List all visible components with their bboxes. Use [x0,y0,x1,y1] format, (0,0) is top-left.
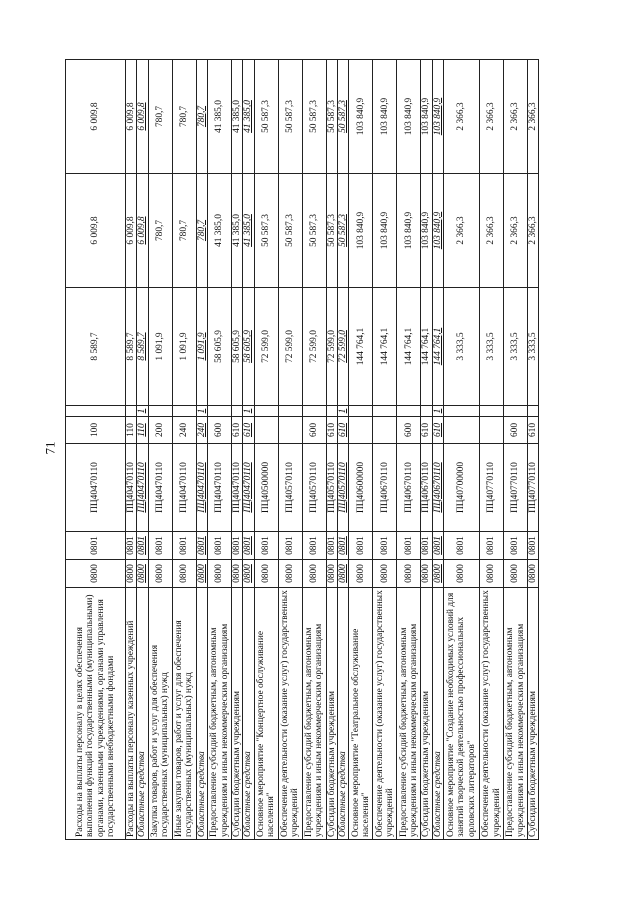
target-article-code: ПЦ40670110 [373,444,397,532]
amount-3: 780,7 [148,60,172,174]
target-article-code: ПЦ40470110 [243,444,254,532]
row-name: Областные средства [196,588,207,840]
amount-2: 50 587,3 [326,174,337,288]
amount-2: 2 366,3 [480,174,504,288]
amount-3: 41 385,0 [232,60,243,174]
amount-2: 6 009,8 [66,174,126,288]
target-article-code: ПЦ40500000 [254,444,278,532]
funding-source-code [208,406,232,417]
subsection-code: 0801 [232,532,243,560]
amount-1: 58 605,9 [232,288,243,406]
amount-2: 103 840,9 [373,174,397,288]
funding-source-code [326,406,337,417]
expense-type-code [349,417,373,444]
subsection-code: 0801 [480,532,504,560]
subsection-code: 0801 [421,532,432,560]
row-name: Областные средства [243,588,254,840]
table-row [338,60,349,840]
amount-1: 3 333,5 [504,288,528,406]
amount-2: 780,7 [196,174,207,288]
subsection-code: 0801 [302,532,326,560]
amount-2: 103 840,9 [421,174,432,288]
table-row [326,60,337,840]
table-row [254,60,278,840]
subsection-code: 0801 [196,532,207,560]
funding-source-code [126,406,137,417]
section-code: 0800 [444,560,480,588]
expense-type-code: 600 [208,417,232,444]
amount-2: 103 840,9 [397,174,421,288]
amount-3: 103 840,9 [421,60,432,174]
amount-3: 6 009,8 [66,60,126,174]
amount-2: 41 385,0 [208,174,232,288]
amount-3: 2 366,3 [480,60,504,174]
amount-2: 103 840,9 [349,174,373,288]
subsection-code: 0801 [126,532,137,560]
expense-type-code: 610 [338,417,349,444]
amount-2: 6 009,8 [137,174,148,288]
funding-source-code [528,406,539,417]
amount-1: 1 091,9 [196,288,207,406]
table-row [444,60,480,840]
amount-3: 41 385,0 [243,60,254,174]
target-article-code: ПЦ40670110 [432,444,443,532]
funding-source-code [397,406,421,417]
subsection-code: 0801 [397,532,421,560]
funding-source-code [480,406,504,417]
funding-source-code [349,406,373,417]
amount-2: 103 840,9 [432,174,443,288]
section-code: 0800 [349,560,373,588]
row-name: Предоставление субсидий бюджетным, автономным учреждениям и иным некоммерческим организациям [397,588,421,840]
amount-3: 50 587,3 [278,60,302,174]
amount-1: 72 599,0 [254,288,278,406]
row-name: Субсидии бюджетным учреждениям [326,588,337,840]
table-row [302,60,326,840]
expense-type-code: 600 [397,417,421,444]
table-row [373,60,397,840]
target-article-code: ПЦ40670110 [421,444,432,532]
funding-source-code [148,406,172,417]
section-code: 0800 [397,560,421,588]
expense-type-code [480,417,504,444]
table-row [126,60,137,840]
amount-1: 144 764,1 [373,288,397,406]
expense-type-code [444,417,480,444]
target-article-code: ПЦ40570110 [302,444,326,532]
table-row [397,60,421,840]
table-row [196,60,207,840]
subsection-code: 0801 [66,532,126,560]
funding-source-code [421,406,432,417]
amount-2: 2 366,3 [444,174,480,288]
target-article-code: ПЦ40600000 [349,444,373,532]
subsection-code: 0801 [504,532,528,560]
table-row [480,60,504,840]
expense-type-code: 110 [126,417,137,444]
table-row [243,60,254,840]
target-article-code: ПЦ40770110 [480,444,504,532]
page-number: 71 [42,441,58,455]
subsection-code: 0801 [432,532,443,560]
amount-1: 3 333,5 [480,288,504,406]
target-article-code: ПЦ40770110 [504,444,528,532]
expense-type-code: 610 [421,417,432,444]
expense-type-code: 600 [504,417,528,444]
funding-source-code [254,406,278,417]
rotated-page [65,60,585,840]
table-row [148,60,172,840]
target-article-code: ПЦ40670110 [397,444,421,532]
row-name: Закупка товаров, работ и услуг для обеспечения государственных (муниципальных) нужд [148,588,172,840]
section-code: 0800 [278,560,302,588]
section-code: 0800 [432,560,443,588]
row-name: Основное мероприятие "Театральное обслуживание населения" [349,588,373,840]
amount-2: 50 587,3 [302,174,326,288]
amount-1: 72 599,0 [326,288,337,406]
amount-1: 72 599,0 [302,288,326,406]
table-row [278,60,302,840]
row-name: Предоставление субсидий бюджетным, автономным учреждениям и иным некоммерческим организациям [302,588,326,840]
subsection-code: 0801 [349,532,373,560]
subsection-code: 0801 [528,532,539,560]
row-name: Субсидии бюджетным учреждениям [421,588,432,840]
row-name: Предоставление субсидий бюджетным, автономным учреждениям и иным некоммерческим организациям [504,588,528,840]
section-code: 0800 [243,560,254,588]
budget-table-body [66,60,539,840]
funding-source-code: 1 [196,406,207,417]
amount-3: 2 366,3 [504,60,528,174]
amount-1: 58 605,9 [243,288,254,406]
row-name: Областные средства [432,588,443,840]
section-code: 0800 [148,560,172,588]
section-code: 0800 [66,560,126,588]
amount-1: 144 764,1 [397,288,421,406]
expense-type-code: 610 [243,417,254,444]
subsection-code: 0801 [243,532,254,560]
amount-2: 41 385,0 [232,174,243,288]
target-article-code: ПЦ40700000 [444,444,480,532]
subsection-code: 0801 [373,532,397,560]
section-code: 0800 [302,560,326,588]
section-code: 0800 [254,560,278,588]
subsection-code: 0801 [137,532,148,560]
target-article-code: ПЦ40470110 [126,444,137,532]
amount-3: 780,7 [196,60,207,174]
row-name: Областные средства [338,588,349,840]
funding-source-code [373,406,397,417]
expense-type-code: 610 [232,417,243,444]
amount-2: 50 587,3 [254,174,278,288]
row-name: Обеспечение деятельности (оказание услуг) государственных учреждений [480,588,504,840]
section-code: 0800 [196,560,207,588]
row-name: Обеспечение деятельности (оказание услуг) государственных учреждений [278,588,302,840]
amount-3: 50 587,3 [302,60,326,174]
section-code: 0800 [421,560,432,588]
amount-3: 103 840,9 [349,60,373,174]
amount-1: 3 333,5 [444,288,480,406]
subsection-code: 0801 [338,532,349,560]
subsection-code: 0801 [326,532,337,560]
expense-type-code [373,417,397,444]
amount-3: 2 366,3 [528,60,539,174]
expense-type-code [278,417,302,444]
budget-table [65,59,539,840]
table-row [349,60,373,840]
amount-3: 2 366,3 [444,60,480,174]
target-article-code: ПЦ40570110 [326,444,337,532]
table-row [432,60,443,840]
subsection-code: 0801 [208,532,232,560]
section-code: 0800 [326,560,337,588]
table-row [208,60,232,840]
expense-type-code: 200 [148,417,172,444]
amount-2: 2 366,3 [504,174,528,288]
section-code: 0800 [338,560,349,588]
funding-source-code: 1 [243,406,254,417]
target-article-code: ПЦ40470110 [66,444,126,532]
amount-1: 144 764,1 [421,288,432,406]
table-row [504,60,528,840]
row-name: Обеспечение деятельности (оказание услуг) государственных учреждений [373,588,397,840]
amount-1: 8 589,7 [66,288,126,406]
subsection-code: 0801 [172,532,196,560]
target-article-code: ПЦ40770110 [528,444,539,532]
funding-source-code: 1 [137,406,148,417]
section-code: 0800 [232,560,243,588]
expense-type-code: 610 [432,417,443,444]
amount-2: 780,7 [148,174,172,288]
subsection-code: 0801 [254,532,278,560]
section-code: 0800 [126,560,137,588]
row-name: Расходы на выплаты персоналу казенных учреждений [126,588,137,840]
section-code: 0800 [208,560,232,588]
amount-1: 1 091,9 [148,288,172,406]
table-row [528,60,539,840]
row-name: Субсидии бюджетным учреждениям [528,588,539,840]
row-name: Предоставление субсидий бюджетным, автономным учреждениям и иным некоммерческим организациям [208,588,232,840]
expense-type-code: 240 [172,417,196,444]
target-article-code: ПЦ40470110 [172,444,196,532]
section-code: 0800 [528,560,539,588]
funding-source-code [66,406,126,417]
funding-source-code [444,406,480,417]
amount-2: 6 009,8 [126,174,137,288]
row-name: Областные средства [137,588,148,840]
amount-3: 50 587,3 [254,60,278,174]
section-code: 0800 [137,560,148,588]
amount-3: 41 385,0 [208,60,232,174]
amount-2: 41 385,0 [243,174,254,288]
amount-1: 58 605,9 [208,288,232,406]
funding-source-code: 1 [432,406,443,417]
section-code: 0800 [504,560,528,588]
target-article-code: ПЦ40570110 [278,444,302,532]
target-article-code: ПЦ40470110 [148,444,172,532]
expense-type-code: 610 [326,417,337,444]
target-article-code: ПЦ40570110 [338,444,349,532]
target-article-code: ПЦ40470110 [232,444,243,532]
amount-1: 144 764,1 [349,288,373,406]
expense-type-code: 100 [66,417,126,444]
target-article-code: ПЦ40470110 [208,444,232,532]
funding-source-code: 1 [338,406,349,417]
subsection-code: 0801 [148,532,172,560]
target-article-code: ПЦ40470110 [137,444,148,532]
amount-3: 50 587,3 [326,60,337,174]
amount-3: 6 009,8 [126,60,137,174]
amount-2: 2 366,3 [528,174,539,288]
amount-3: 103 840,9 [397,60,421,174]
expense-type-code: 240 [196,417,207,444]
amount-1: 8 589,7 [126,288,137,406]
row-name: Иные закупки товаров, работ и услуг для обеспечения государственных (муниципальных) нужд [172,588,196,840]
amount-2: 50 587,3 [278,174,302,288]
subsection-code: 0801 [278,532,302,560]
amount-1: 1 091,9 [172,288,196,406]
expense-type-code: 110 [137,417,148,444]
row-name: Основное мероприятие "Концертное обслуживание населения" [254,588,278,840]
section-code: 0800 [172,560,196,588]
table-row [232,60,243,840]
section-code: 0800 [480,560,504,588]
amount-2: 50 587,3 [338,174,349,288]
amount-3: 103 840,9 [373,60,397,174]
amount-1: 8 589,7 [137,288,148,406]
section-code: 0800 [373,560,397,588]
table-row [421,60,432,840]
subsection-code: 0801 [444,532,480,560]
amount-1: 3 333,5 [528,288,539,406]
table-row [172,60,196,840]
amount-3: 6 009,8 [137,60,148,174]
funding-source-code [172,406,196,417]
amount-1: 72 599,0 [278,288,302,406]
amount-2: 780,7 [172,174,196,288]
expense-type-code [254,417,278,444]
amount-1: 144 764,1 [432,288,443,406]
expense-type-code: 610 [528,417,539,444]
row-name: Расходы на выплаты персоналу в целях обеспечения выполнения функций государственными (муниципальными) органами, казенными учреждениями, органами управления государственными внебюджетными фондами [66,588,126,840]
funding-source-code [232,406,243,417]
funding-source-code [302,406,326,417]
expense-type-code: 600 [302,417,326,444]
target-article-code: ПЦ40470110 [196,444,207,532]
amount-3: 780,7 [172,60,196,174]
amount-1: 72 599,0 [338,288,349,406]
amount-3: 50 587,3 [338,60,349,174]
funding-source-code [278,406,302,417]
funding-source-code [504,406,528,417]
table-row [66,60,126,840]
row-name: Субсидии бюджетным учреждениям [232,588,243,840]
table-row [137,60,148,840]
row-name: Основное мероприятие "Создание необходимых условий для занятий творческой деятельностью профессиональных орловских литераторов" [444,588,480,840]
amount-3: 103 840,9 [432,60,443,174]
